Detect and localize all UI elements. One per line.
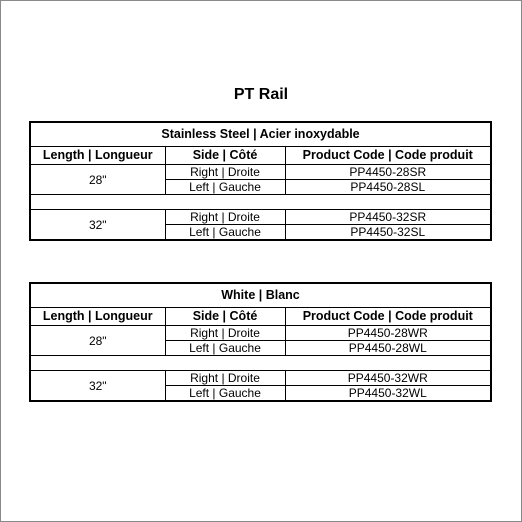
side-cell: Left | Gauche bbox=[165, 386, 285, 402]
white-table bbox=[29, 282, 492, 402]
spacer-cell bbox=[30, 195, 491, 210]
length-cell: 28" bbox=[30, 326, 165, 356]
side-cell: Left | Gauche bbox=[165, 225, 285, 241]
spacer-row bbox=[30, 356, 491, 371]
product-code-cell: PP4450-28WL bbox=[285, 341, 491, 356]
column-header-side: Side | Côté bbox=[165, 147, 285, 165]
table-row bbox=[30, 371, 491, 386]
product-code-cell: PP4450-32WL bbox=[285, 386, 491, 402]
side-cell: Left | Gauche bbox=[165, 180, 285, 195]
column-header-length: Length | Longueur bbox=[30, 308, 165, 326]
stainless-steel-table bbox=[29, 121, 492, 241]
table-caption: White | Blanc bbox=[30, 283, 491, 308]
page-title: PT Rail bbox=[233, 86, 289, 103]
product-code-cell: PP4450-32SL bbox=[285, 225, 491, 241]
side-cell: Right | Droite bbox=[165, 371, 285, 386]
column-header-length: Length | Longueur bbox=[30, 147, 165, 165]
column-header-side: Side | Côté bbox=[165, 308, 285, 326]
product-code-cell: PP4450-32SR bbox=[285, 210, 491, 225]
side-cell: Left | Gauche bbox=[165, 341, 285, 356]
table-caption: Stainless Steel | Acier inoxydable bbox=[30, 122, 491, 147]
column-header-product-code: Product Code | Code produit bbox=[285, 147, 491, 165]
table-row bbox=[30, 165, 491, 180]
side-cell: Right | Droite bbox=[165, 165, 285, 180]
length-cell: 32" bbox=[30, 371, 165, 402]
length-cell: 28" bbox=[30, 165, 165, 195]
length-cell: 32" bbox=[30, 210, 165, 241]
spacer-cell bbox=[30, 356, 491, 371]
side-cell: Right | Droite bbox=[165, 210, 285, 225]
product-code-cell: PP4450-28SL bbox=[285, 180, 491, 195]
product-code-cell: PP4450-32WR bbox=[285, 371, 491, 386]
product-code-cell: PP4450-28SR bbox=[285, 165, 491, 180]
spacer-row bbox=[30, 195, 491, 210]
table-row bbox=[30, 326, 491, 341]
column-header-product-code: Product Code | Code produit bbox=[285, 308, 491, 326]
side-cell: Right | Droite bbox=[165, 326, 285, 341]
product-code-cell: PP4450-28WR bbox=[285, 326, 491, 341]
table-row bbox=[30, 210, 491, 225]
